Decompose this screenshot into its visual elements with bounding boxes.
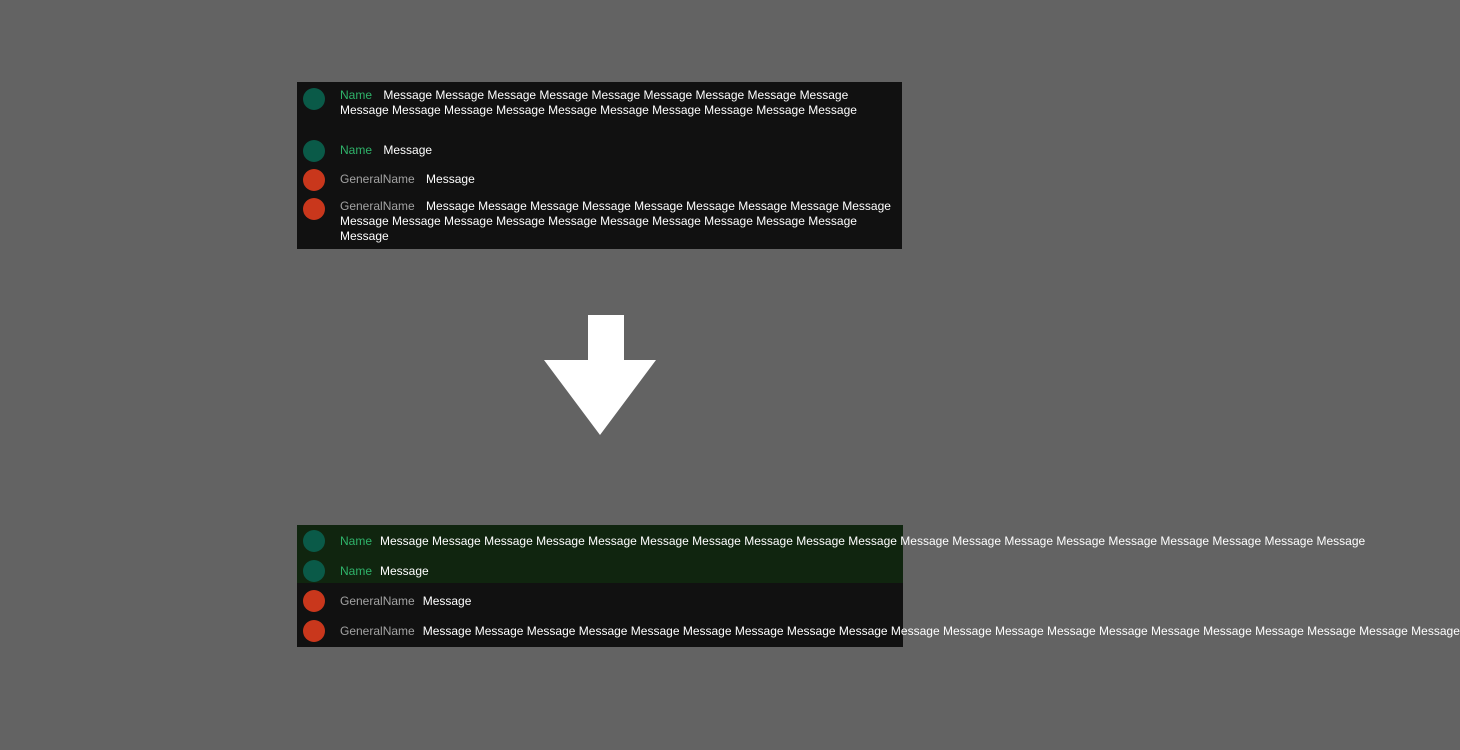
sender-name: GeneralName [340, 594, 415, 608]
message-text: Message Message Message Message Message Message Message Message Message Message Message Message Message Message Message Message Message Message Message Message [422, 624, 1460, 638]
sender-name: Name [340, 88, 373, 102]
chat-message [297, 86, 902, 131]
sender-name: Name [340, 534, 373, 548]
message-text: Message [383, 143, 433, 157]
chat-message [297, 131, 902, 161]
chat-message [297, 161, 902, 191]
arrow-down-icon [543, 315, 657, 436]
avatar [303, 198, 325, 220]
avatar [303, 140, 325, 162]
sender-name: GeneralName [340, 624, 415, 638]
avatar [303, 590, 325, 612]
chat-message [297, 526, 1366, 556]
expanded-chat-panel [297, 82, 902, 249]
message-text: Message [422, 594, 472, 608]
chat-message [297, 586, 903, 616]
sender-name: GeneralName [340, 172, 415, 186]
avatar [303, 560, 325, 582]
message-text: Message Message Message Message Message Message Message Message Message Message Message Message Message Message Message Message Message Message Message [380, 534, 1366, 548]
message-text: Message Message Message Message Message Message Message Message Message Message Message Message Message Message Message Message Message Message Message Message [340, 199, 891, 243]
avatar [303, 88, 325, 110]
message-text: Message Message Message Message Message Message Message Message Message Message Message Message Message Message Message Message Message Message Message [340, 88, 857, 117]
collapsed-chat-panel [297, 525, 1460, 647]
avatar [303, 169, 325, 191]
sender-name: Name [340, 143, 373, 157]
message-text: Message [426, 172, 475, 186]
sender-name: GeneralName [340, 199, 415, 213]
avatar [303, 620, 325, 642]
avatar [303, 530, 325, 552]
sender-name: Name [340, 564, 373, 578]
chat-message [297, 556, 903, 586]
message-text: Message [380, 564, 429, 578]
chat-message [297, 616, 1460, 646]
chat-message [297, 191, 902, 244]
